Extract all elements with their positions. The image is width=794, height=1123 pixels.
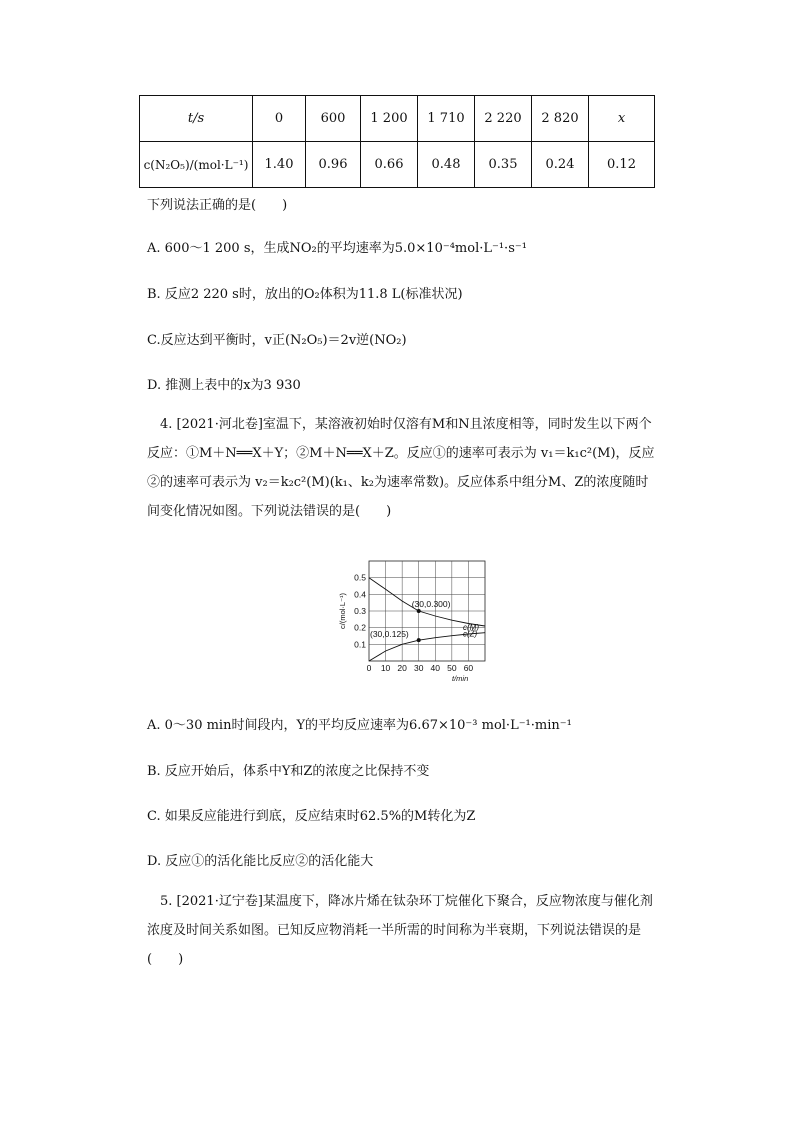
- q4-option-d: D. 反应①的活化能比反应②的活化能大: [147, 854, 374, 869]
- table-header-cell: 2 820: [532, 96, 589, 142]
- concentration-chart: [337, 557, 497, 687]
- q4-option-b: B. 反应开始后，体系中Y和Z的浓度之比保持不变: [147, 764, 430, 779]
- annotation-label: (30,0.300): [411, 599, 451, 609]
- series-label-c-m: c(M): [463, 623, 479, 632]
- q4-stem: 4. [2021·河北卷]室温下，某溶液初始时仅溶有M和N且浓度相等，同时发生以下两个反应：①M＋N══X＋Y；②M＋N══X＋Z。反应①的速率可表示为 v₁＝k₁c²(M)，反应②的速率可表示为 v₂＝k₂c²(M)(k₁、k₂为速率常数)。反应体系中组分M、Z的浓度随时间变化情况如图。下列说法错误的是( ): [147, 417, 655, 519]
- x-tick-label: 50: [447, 663, 457, 673]
- table-header-cell: 0: [253, 96, 306, 142]
- q3-option-b: B. 反应2 220 s时，放出的O₂体积为11.8 L(标准状况): [147, 287, 463, 302]
- data-table: [139, 95, 655, 188]
- y-tick-label: 0.4: [354, 589, 366, 600]
- q3-option-c: C.反应达到平衡时，v正(N₂O₅)＝2v逆(NO₂): [147, 333, 407, 348]
- table-header-row: [140, 96, 655, 142]
- x-tick-label: 30: [413, 663, 424, 673]
- x-tick-label: 0: [366, 663, 372, 673]
- table-header-cell: x: [589, 96, 655, 142]
- q3-prompt: 下列说法正确的是( ): [147, 198, 288, 213]
- q4-option-c: C. 如果反应能进行到底，反应结束时62.5%的M转化为Z: [147, 809, 476, 824]
- q3-option-d: D. 推测上表中的x为3 930: [147, 378, 301, 393]
- q4-option-a: A. 0～30 min时间段内，Y的平均反应速率为6.67×10⁻³ mol·L⁻¹·min⁻¹: [147, 718, 572, 733]
- x-axis-label: t/min: [452, 674, 469, 683]
- table-cell: 0.12: [589, 142, 655, 188]
- table-cell: 0.48: [418, 142, 475, 188]
- table-row-label: c(N₂O₅)/(mol·L⁻¹): [140, 142, 253, 188]
- table-header-cell: 2 220: [475, 96, 532, 142]
- table-cell: 0.96: [306, 142, 361, 188]
- y-tick-label: 0.2: [354, 622, 366, 633]
- table-header-cell: 600: [306, 96, 361, 142]
- series-label-c-z: c(Z): [463, 629, 478, 639]
- x-tick-label: 60: [463, 663, 474, 673]
- q5-stem: 5. [2021·辽宁卷]某温度下，降冰片烯在钛杂环丁烷催化下聚合，反应物浓度与催化剂浓度及时间关系如图。已知反应物消耗一半所需的时间称为半衰期，下列说法错误的是( ): [147, 894, 653, 967]
- table-cell: 0.35: [475, 142, 532, 188]
- y-tick-label: 0.3: [354, 606, 366, 616]
- table-header-cell: 1 200: [361, 96, 418, 142]
- table-header-cell: t/s: [140, 96, 253, 142]
- annotation-point: [417, 638, 421, 642]
- x-tick-label: 10: [380, 663, 391, 673]
- y-axis-label: c/(mol·L⁻¹): [338, 592, 347, 630]
- q3-option-a: A. 600～1 200 s，生成NO₂的平均速率为5.0×10⁻⁴mol·L⁻¹·s⁻¹: [147, 241, 527, 256]
- table-cell: 0.66: [361, 142, 418, 188]
- table-cell: 0.24: [532, 142, 589, 188]
- table-header-cell: 1 710: [418, 96, 475, 142]
- table-cell: 1.40: [253, 142, 306, 188]
- x-tick-label: 40: [430, 663, 441, 673]
- y-tick-label: 0.1: [354, 639, 366, 650]
- table-row: [140, 142, 655, 188]
- annotation-label: (30,0.125): [370, 629, 409, 640]
- annotation-point: [417, 609, 421, 613]
- x-tick-label: 20: [397, 663, 407, 673]
- y-tick-label: 0.5: [354, 572, 366, 583]
